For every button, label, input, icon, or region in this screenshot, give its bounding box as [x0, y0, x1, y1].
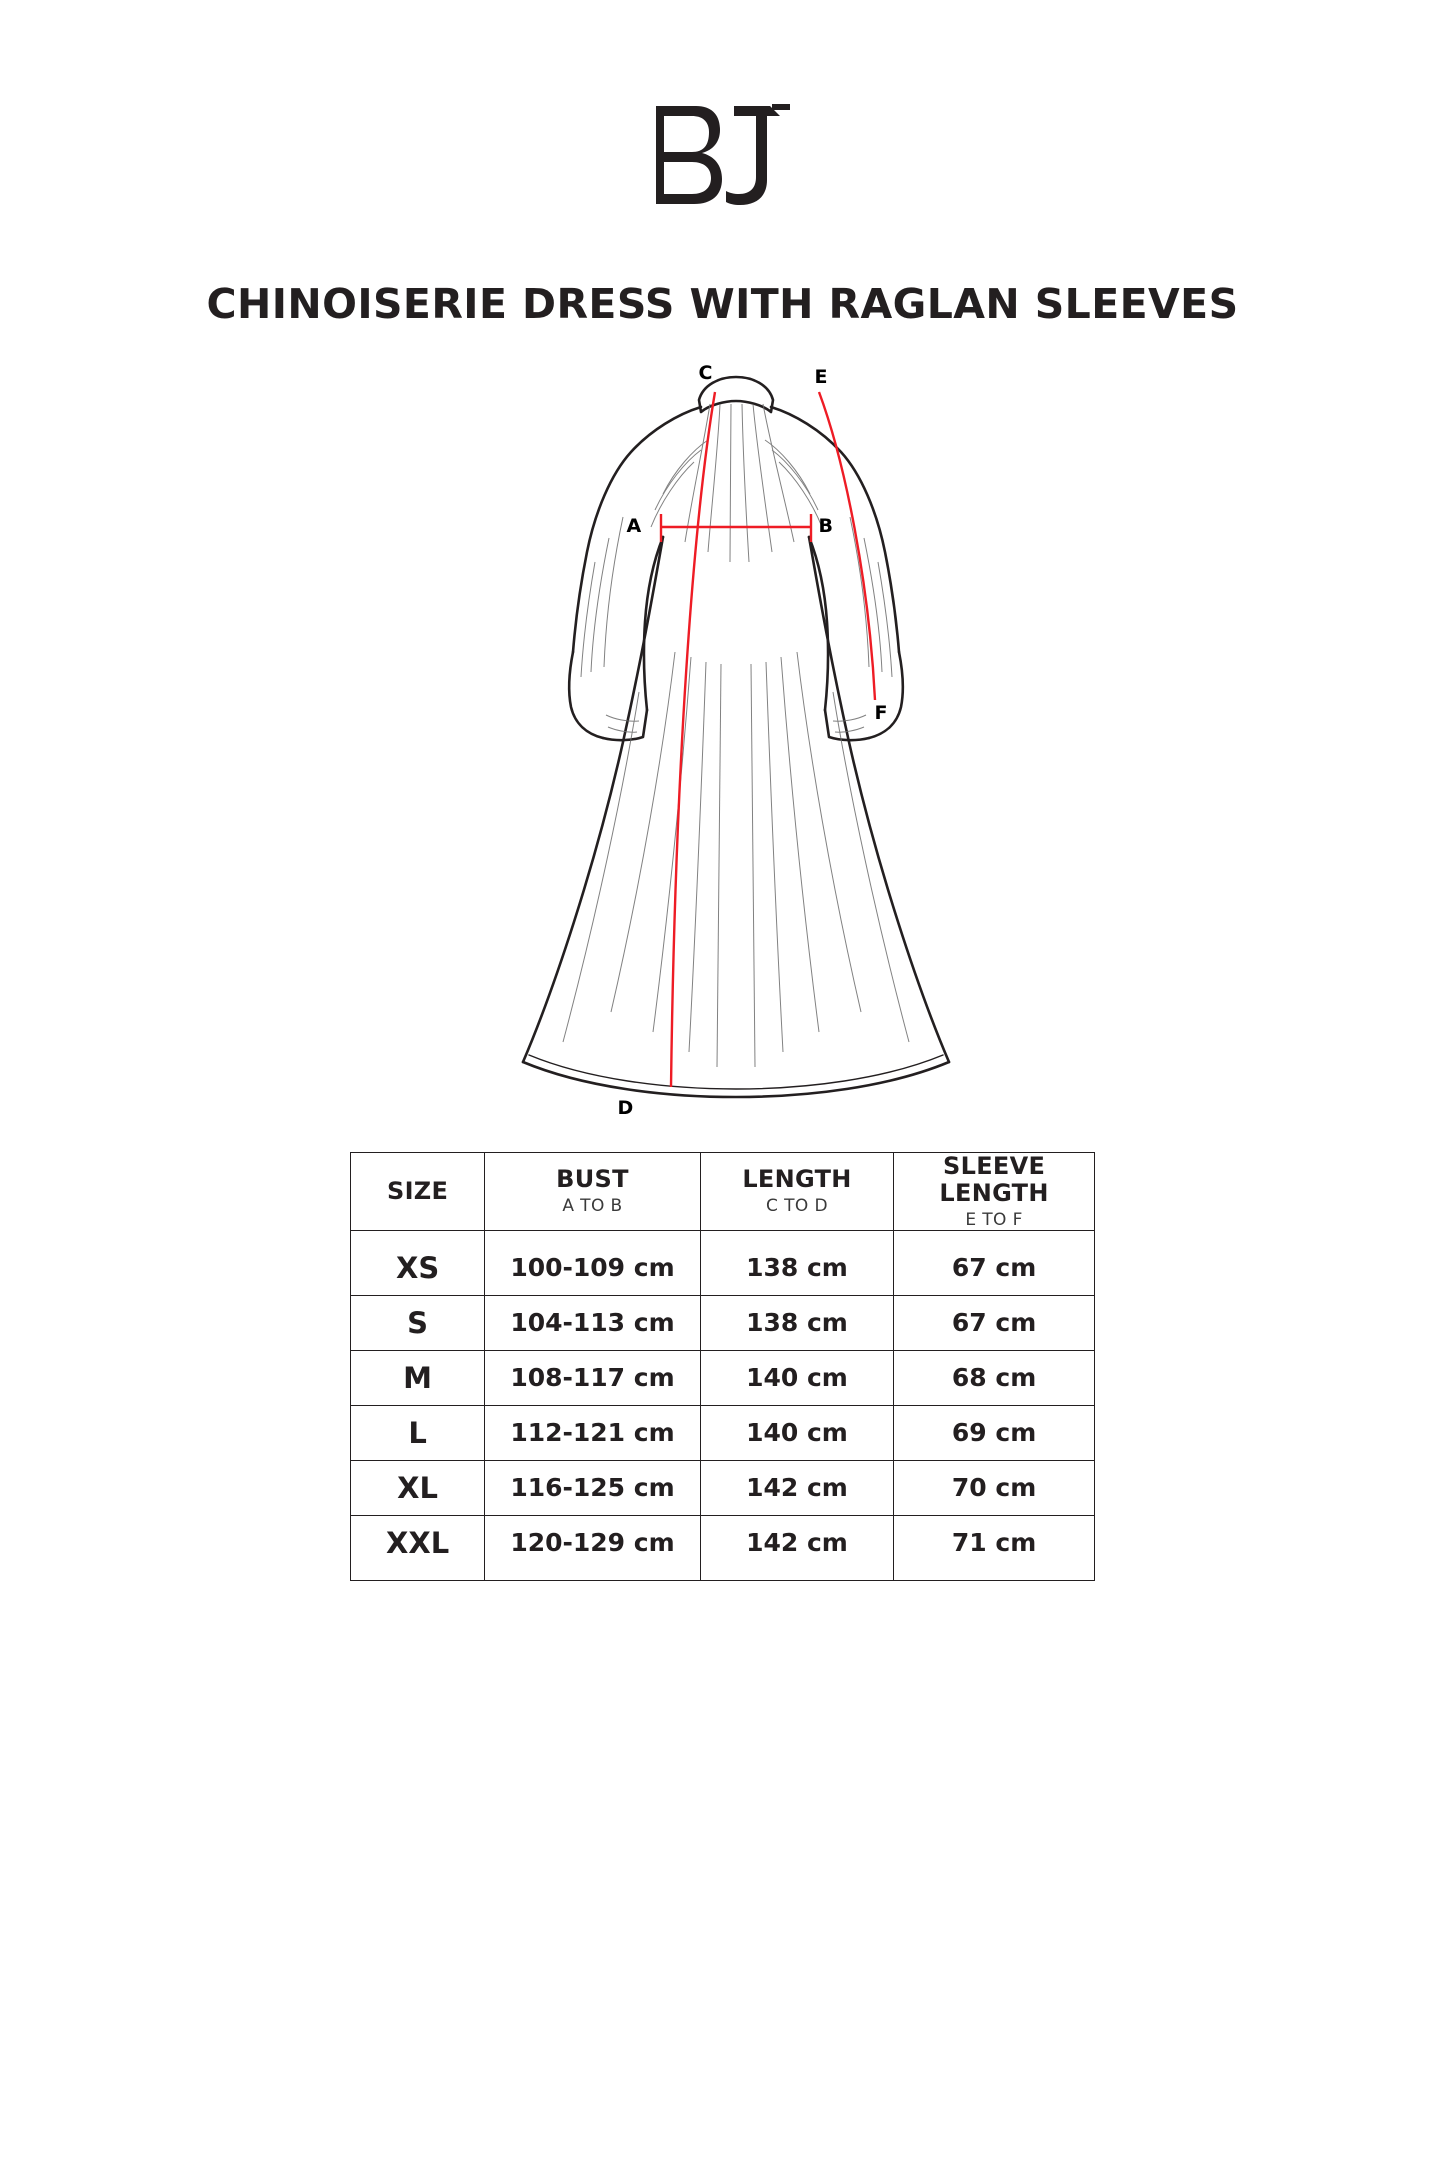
cell-bust: 108-117 cm: [485, 1350, 701, 1405]
table-row: [351, 1295, 1095, 1350]
table-header-row: [351, 1153, 1095, 1231]
size-table: [350, 1152, 1095, 1581]
point-label-a: A: [626, 515, 642, 537]
cell-bust: 104-113 cm: [485, 1295, 701, 1350]
cell-length: 142 cm: [700, 1515, 893, 1580]
header-sleeve-length: [894, 1153, 1095, 1231]
point-label-e: E: [814, 366, 828, 388]
cell-bust: 100-109 cm: [485, 1230, 701, 1295]
cell-length: 138 cm: [700, 1230, 893, 1295]
cell-size: XL: [351, 1460, 485, 1515]
cell-sleeve: 71 cm: [894, 1515, 1095, 1580]
table-row: [351, 1350, 1095, 1405]
cell-size: S: [351, 1295, 485, 1350]
cell-sleeve: 69 cm: [894, 1405, 1095, 1460]
header-length: [700, 1153, 893, 1231]
header-sleeve-sub: E TO F: [965, 1209, 1023, 1230]
header-length-main: LENGTH: [742, 1165, 852, 1194]
cell-sleeve: 70 cm: [894, 1460, 1095, 1515]
cell-sleeve: 67 cm: [894, 1230, 1095, 1295]
header-size-main: SIZE: [386, 1176, 449, 1205]
bj-logo-icon: [648, 100, 798, 210]
cell-length: 140 cm: [700, 1405, 893, 1460]
header-size: [351, 1153, 485, 1231]
cell-size: L: [351, 1405, 485, 1460]
garment-illustration: [223, 352, 1223, 1122]
table-row: [351, 1230, 1095, 1295]
point-label-b: B: [818, 515, 833, 537]
size-table-header: [351, 1153, 1095, 1231]
cell-length: 138 cm: [700, 1295, 893, 1350]
cell-size: XXL: [351, 1515, 485, 1580]
table-row: [351, 1515, 1095, 1580]
dress-technical-sketch: [223, 352, 1223, 1122]
cell-size: M: [351, 1350, 485, 1405]
cell-sleeve: 68 cm: [894, 1350, 1095, 1405]
cell-size: XS: [351, 1230, 485, 1295]
point-label-c: C: [698, 362, 713, 384]
cell-length: 140 cm: [700, 1350, 893, 1405]
cell-bust: 112-121 cm: [485, 1405, 701, 1460]
point-label-d: D: [617, 1097, 634, 1119]
point-label-f: F: [874, 702, 888, 724]
header-sleeve-main: SLEEVE LENGTH: [939, 1152, 1049, 1207]
cell-bust: 116-125 cm: [485, 1460, 701, 1515]
cell-length: 142 cm: [700, 1460, 893, 1515]
header-bust-sub: A TO B: [562, 1196, 623, 1217]
size-table-wrapper: [350, 1152, 1095, 1581]
cell-bust: 120-129 cm: [485, 1515, 701, 1580]
header-bust: [485, 1153, 701, 1231]
table-row: [351, 1405, 1095, 1460]
page-title: CHINOISERIE DRESS WITH RAGLAN SLEEVES: [206, 280, 1239, 328]
header-bust-main: BUST: [556, 1165, 629, 1194]
cell-sleeve: 67 cm: [894, 1295, 1095, 1350]
brand-logo: [648, 100, 798, 210]
size-table-body: [351, 1230, 1095, 1580]
table-row: [351, 1460, 1095, 1515]
header-length-sub: C TO D: [766, 1196, 828, 1217]
